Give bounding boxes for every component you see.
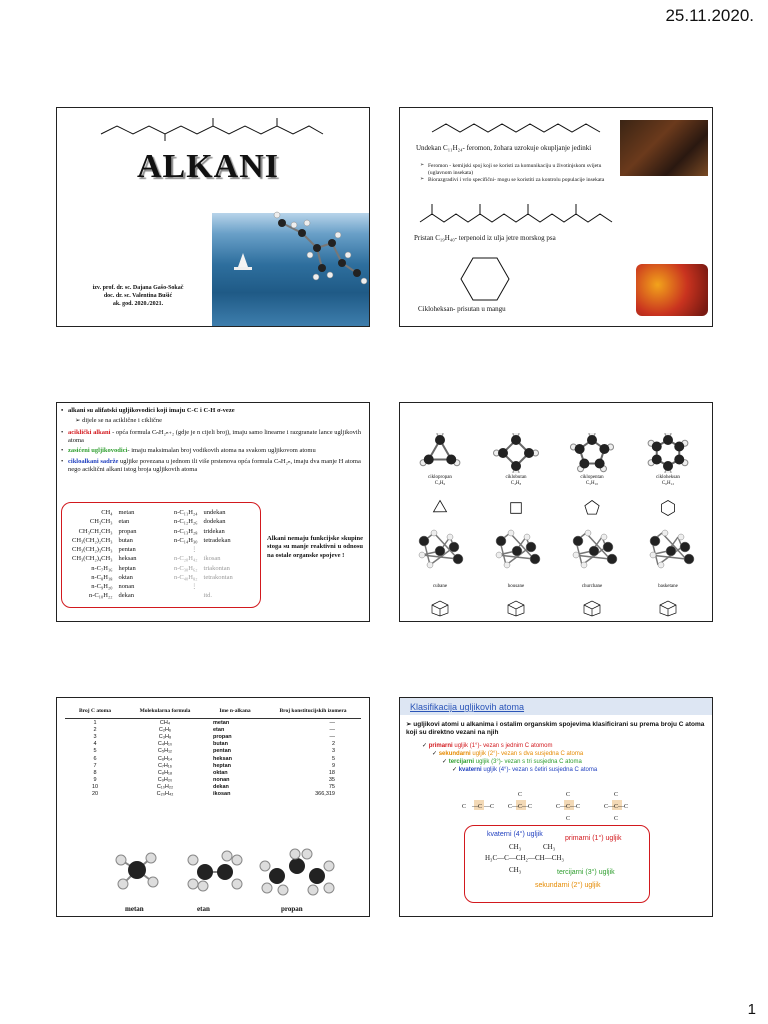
cycloalkane-name: ciklobutan [505, 475, 527, 480]
table-cell: butan [213, 741, 228, 748]
slide-title: ALKANI [137, 148, 280, 185]
table-cell: C₁₀H₂₂ [156, 784, 174, 791]
alkane-name: etan [118, 518, 130, 526]
table-cell: nonan [213, 777, 230, 784]
tercijarni-label: tercijarni (3°) ugljik [557, 869, 615, 876]
alkane-formula: n-C₄₀H₈₂ [174, 573, 198, 581]
table-cell: 75 [328, 784, 335, 791]
table-cell: metan [213, 719, 230, 726]
svg-text:C: C [566, 816, 571, 822]
slide-alkani-definition [56, 402, 370, 622]
table-cell: 2 [93, 726, 97, 733]
alkane-name-row [172, 555, 235, 562]
table-cell: C₇H₁₆ [158, 762, 172, 769]
alkane-formula: n-C₁₃H₂₈ [174, 527, 198, 535]
alkane-formula: n-C₂₀H₄₂ [174, 555, 198, 563]
table-cell: C₈H₁₈ [157, 769, 173, 776]
tercijarni-term: tercijarni [448, 759, 475, 765]
table-cell: 18 [328, 769, 335, 776]
acyclic-term: aciklički alkani [68, 428, 111, 436]
table-row [65, 719, 361, 727]
cyclohexane-structure [460, 256, 510, 302]
cycloalkane-model [486, 433, 546, 473]
table-cell: 10 [91, 784, 99, 791]
kvaterni-term: kvaterni [458, 767, 482, 773]
table-row [65, 784, 361, 791]
alkane-formula: CH₃(CH₂)₂CH₃ [72, 536, 113, 544]
alkane-name: propan [118, 527, 137, 535]
table-row [65, 777, 361, 784]
alkane-name-row [172, 509, 235, 516]
table-cell: 35 [328, 777, 335, 784]
churchane-skeletal [581, 599, 603, 617]
cycloalkane-formula: C₆H₁₂ [661, 481, 675, 486]
table-cell: 3 [93, 733, 97, 740]
churchane-model [562, 525, 622, 581]
pheromone-bullet: ➢ Biorazgradivi i vrlo specifični- mogu se koristiti za kontrolu populacije insekata [420, 177, 616, 184]
definition-sub-bullet: ➢ dijele se na aciklične i ciklične [75, 417, 163, 425]
sekundarni-label: sekundarni (2°) ugljik [535, 882, 601, 889]
alkane-formula: CH₃(CH₂)₄CH₃ [72, 555, 113, 563]
column-header: Ime n-alkana [205, 706, 265, 719]
cycloalkane-model [410, 433, 470, 473]
molecule-caption: metan [125, 905, 144, 913]
table-cell: 1 [93, 719, 97, 726]
polycyclic-name: housane [507, 584, 525, 589]
table-cell: 9 [93, 777, 97, 784]
table-cell: heptan [213, 762, 232, 769]
primarni-text: ugljik (1°)- vezan s jednim C atomom [452, 743, 553, 749]
polycyclic-name: basketane [658, 584, 678, 589]
table-row [65, 762, 361, 769]
cubane-model [410, 525, 470, 581]
table-cell: 20 [91, 791, 99, 798]
alkane-formula: n-C₁₄H₃₀ [174, 536, 198, 544]
alkane-names-right [170, 507, 237, 602]
table-row [65, 726, 361, 733]
definition-list [61, 407, 365, 476]
basketane-model [638, 525, 698, 581]
alkane-name-row [172, 565, 235, 572]
table-cell: 366,319 [315, 791, 335, 798]
alkane-name-row [70, 565, 139, 572]
cycloalkane-formula: C₄H₈ [510, 481, 522, 486]
alkane-name: dodekan [203, 518, 226, 526]
molecule-caption: etan [197, 905, 210, 913]
table-cell: heksan [213, 755, 232, 762]
alkane-name: itd. [203, 592, 213, 600]
cycloalkane-label [568, 475, 616, 487]
slide-alkane-table [56, 697, 370, 917]
cubane-skeletal [429, 599, 451, 617]
table-cell: 6 [93, 755, 97, 762]
alkane-name-row [172, 528, 235, 535]
page-number: 1 [747, 1001, 756, 1018]
table-cell: 5 [331, 755, 335, 762]
alkane-name: triakontan [203, 564, 230, 572]
tercijarni-text: ugljik (3°)- vezan s tri susjedna C atoma [474, 759, 582, 765]
classification-item: ✓ tercijarni ugljik (3°)- vezan s tri susjedna C atoma [442, 759, 582, 765]
undekan-text: Undekan C₁₁H₂₄- feromon, žohara uzrokuje okupljanje jedinki [416, 144, 592, 152]
classification-item: ✓ primarni ugljik (1°)- vezan s jednim C atomom [422, 743, 553, 749]
svg-text:C: C [462, 804, 467, 810]
alkane-formula: ⋮ [191, 546, 198, 554]
svg-text:C: C [614, 792, 619, 798]
svg-text:C—C—C: C—C—C [556, 804, 581, 810]
cycloalkane-formula: C₃H₆ [434, 481, 446, 486]
alkane-name-row [70, 583, 139, 590]
table-cell: 5 [93, 748, 97, 755]
alkane-name [202, 583, 235, 590]
pheromone-list [420, 163, 616, 184]
methane-model [116, 853, 158, 889]
alkane-formula: ⋮ [191, 583, 198, 591]
table-row [65, 755, 361, 762]
table-cell: C₆H₁₄ [157, 755, 173, 762]
table-cell: C₂H₆ [158, 726, 172, 733]
cycloalkane-label [416, 475, 464, 487]
kvaterni-text: ugljik (4°)- vezan s četiri susjedna C atoma [481, 767, 598, 773]
table-cell: — [329, 726, 335, 733]
svg-text:—C: —C [484, 804, 495, 810]
alkane-formula: CH₄ [101, 509, 113, 516]
ethane-model [188, 851, 242, 891]
pristan-chain [418, 200, 614, 228]
alkane-formula [172, 592, 200, 599]
kvaterni-label: kvaterni (4°) ugljik [487, 831, 543, 838]
table-cell: — [329, 733, 335, 740]
alkane-names-box [61, 502, 261, 608]
table-row [65, 741, 361, 748]
alkane-name-row [70, 518, 139, 525]
table-row [65, 748, 361, 755]
alkane-formula: n-C₁₂H₂₆ [174, 518, 198, 526]
column-header: Molekularna formula [125, 706, 205, 719]
alkane-name: metan [118, 509, 135, 516]
slide-cycloalkanes [399, 402, 713, 622]
primarni-term: primarni [428, 743, 453, 749]
table-cell: C₅H₁₂ [157, 748, 173, 755]
author-line: doc. dr. sc. Valentina Bušić [103, 292, 173, 299]
alkane-name: heptan [118, 564, 136, 572]
alkane-name-row [70, 528, 139, 535]
saturated-text: - imaju maksimalan broj vodikovih atoma na svakom ugljikovom atomu [127, 447, 316, 455]
alkane-name-row [172, 574, 235, 581]
table-cell: oktan [213, 769, 228, 776]
sekundarni-term: sekundarni [438, 751, 471, 757]
cycloalkane-formula: C₅H₁₀ [585, 481, 599, 486]
alkane-names-left [68, 507, 141, 602]
author-line: izv. prof. dr. sc. Dajana Gašo-Sokač [92, 285, 184, 291]
alkane-name-row [172, 583, 235, 590]
alkane-name-row [172, 546, 235, 553]
chain-main: H₃C—C—CH₂—CH—CH₃ [485, 854, 564, 862]
alkane-name-row [70, 537, 139, 544]
table-row [65, 791, 361, 798]
alkane-name: tridekan [203, 527, 225, 535]
alkane-formula: n-C₁₀H₂₂ [88, 592, 113, 600]
author-info [63, 285, 213, 308]
reactivity-note: Alkani nemaju funkcijske skupine stoga su manje reaktivni u odnosu na ostale organske spojeve ! [267, 535, 363, 559]
alkane-isomer-table [65, 706, 361, 798]
alkane-formula: n-C₇H₁₆ [91, 564, 113, 572]
table-row [65, 769, 361, 776]
cycloalkane-text: ugljike povezana u jednom ili više prstenova opća formula CₙH₂ₙ, imaju dva manje H atoma nego aciklični alkani istog broja ugljikovih atoma [68, 457, 361, 473]
alkane-name: nonan [118, 583, 135, 591]
cycloalkane-term: cikloalkani sadrže [68, 457, 119, 465]
alkane-name: undekan [203, 509, 226, 516]
acyclic-text: - opća formula CₙH₂ₙ₊₂ (gdje je n cijeli broj), imaju samo linearne i razgranate lance ugljikovih atoma [68, 428, 361, 444]
alkane-name: ikosan [203, 555, 221, 563]
table-row [65, 733, 361, 740]
classification-example-box [464, 825, 650, 903]
alkane-name: tetrakontan [203, 573, 233, 581]
alkane-name-row [70, 509, 139, 516]
alkane-name: heksan [118, 555, 137, 563]
ring-skeletal-5 [582, 499, 602, 517]
slide-alkani-title [56, 107, 370, 327]
alkane-name: tetradekan [203, 536, 231, 544]
polycyclic-name: churchane [581, 584, 603, 589]
alkane-name [202, 546, 235, 553]
table-cell: C₃H₈ [158, 733, 172, 740]
table-cell: C₂₀H₄₂ [156, 791, 174, 798]
table-cell: 4 [93, 741, 97, 748]
alkane-formula: n-C₈H₁₈ [91, 573, 113, 581]
table-cell: dekan [213, 784, 229, 791]
table-cell: pentan [213, 748, 232, 755]
sub-bullet-text: dijele se na aciklične i ciklične [82, 417, 163, 425]
cycloalkane-model [562, 433, 622, 473]
undekan-chain [430, 120, 610, 136]
slide-title: Klasifikacija ugljikovih atoma [400, 698, 712, 715]
cockroach-photo [620, 120, 708, 176]
chain-top-methyl: CH₃ [509, 843, 522, 851]
saturated-term: zasićeni ugljikovodici [68, 447, 128, 455]
alkane-name: pentan [118, 546, 136, 554]
housane-skeletal [505, 599, 527, 617]
ring-skeletal-4 [506, 499, 526, 517]
svg-text:C—C—C: C—C—C [604, 804, 629, 810]
column-header: Broj C atoma [65, 706, 125, 719]
slide-carbon-classification [399, 697, 713, 917]
table-header-row [65, 706, 361, 719]
cycloalkane-name: cikloheksan [656, 475, 680, 480]
classification-item: ✓ kvaterni ugljik (4°)- vezan s četiri susjedna C atoma [452, 767, 598, 773]
sekundarni-text: ugljik (2°)- vezan s dva susjedna C atoma [470, 751, 584, 757]
table-cell: — [329, 719, 335, 726]
cycloalkane-name: ciklopropan [428, 475, 452, 480]
cycloalkane-bullet [61, 458, 365, 475]
alkane-name-row [70, 574, 139, 581]
alkane-name-row [70, 555, 139, 562]
alkane-formula: n-C₁₁H₂₄ [174, 509, 198, 516]
mango-photo [636, 264, 708, 316]
ring-skeletal-3 [430, 499, 450, 517]
polycyclic-name: cubane [432, 584, 448, 589]
classification-intro: ➢ ugljikovi atomi u alkanima i ostalim organskim spojevima klasificirani su prema broju C atoma koji su direktno vezani na njih [406, 721, 705, 737]
primarni-label: primarni (1°) ugljik [565, 835, 622, 842]
cycloalkane-label [492, 475, 540, 487]
basketane-skeletal [657, 599, 679, 617]
alkane-name-row [172, 592, 235, 599]
table-cell: 8 [93, 769, 97, 776]
column-header: Broj konstitucijskih izomera [265, 706, 361, 719]
alkane-name: oktan [118, 573, 133, 581]
alkane-name-row [172, 537, 235, 544]
cikloheksan-text: Cikloheksan- prisutan u mangu [418, 305, 506, 313]
alkane-name-row [172, 518, 235, 525]
table-cell: ikosan [213, 791, 231, 798]
intro-text: ugljikovi atomi u alkanima i ostalim organskim spojevima klasificirani su prema broju C atoma koji su direktno vezani na njih [406, 721, 705, 737]
cycloalkane-name: ciklopentan [580, 475, 604, 480]
table-cell: 3 [331, 748, 335, 755]
definition-bullet: • alkani su alifatski ugljikovodici koji imaju C-C i C-H σ-veze [61, 407, 365, 415]
acyclic-bullet [61, 429, 365, 446]
svg-text:C—C—C: C—C—C [508, 804, 533, 810]
table-cell: 9 [331, 762, 335, 769]
classification-item: ✓ sekundarni ugljik (2°)- vezan s dva susjedna C atoma [432, 751, 584, 757]
carbon-type-diagrams [460, 790, 660, 822]
academic-year: ak. god. 2020./2021. [112, 300, 164, 307]
alkane-name-row [70, 592, 139, 599]
table-cell: propan [213, 733, 232, 740]
alkane-formula: n-C₉H₂₀ [91, 583, 113, 591]
svg-text:—C: —C [472, 804, 483, 810]
svg-text:C: C [614, 816, 619, 822]
molecule-models [107, 848, 347, 902]
alkane-formula: n-C₃₀H₆₂ [174, 564, 198, 572]
propane-model [260, 849, 334, 895]
alkane-name: dekan [118, 592, 135, 600]
pristan-text: Pristan C₁₉H₄₀- terpenoid iz ulja jetre morskog psa [414, 234, 556, 242]
cycloalkane-label [644, 475, 692, 487]
svg-text:C: C [518, 792, 523, 798]
housane-model [486, 525, 546, 581]
skeletal-chain [97, 112, 327, 142]
table-cell: 7 [93, 762, 97, 769]
alkane-name: butan [118, 536, 133, 544]
molecule-model [272, 203, 368, 295]
chain-bottom-methyl: CH₃ [509, 866, 522, 874]
chain-top-methyl: CH₃ [543, 843, 556, 851]
alkane-formula: CH₃CH₂CH₃ [78, 527, 113, 535]
alkane-formula: CH₃CH₃ [89, 518, 113, 526]
alkane-formula: CH₃(CH₂)₃CH₃ [72, 546, 113, 554]
table-cell: C₉H₂₀ [157, 777, 173, 784]
svg-text:C: C [566, 792, 571, 798]
table-cell: C₄H₁₀ [157, 741, 173, 748]
alkane-name-row [70, 546, 139, 553]
cycloalkane-model [638, 433, 698, 473]
slide-examples [399, 107, 713, 327]
ring-skeletal-6 [658, 499, 678, 517]
table-cell: 2 [331, 741, 335, 748]
table-cell: etan [213, 726, 225, 733]
pheromone-bullet: ➢ Feromon - kemijski spoj koji se koristi za komunikaciju u životinjskom svijetu (uglavnom insekata) [420, 163, 616, 177]
table-cell: CH₄ [159, 719, 171, 726]
page-date: 25.11.2020. [665, 6, 754, 25]
molecule-caption: propan [281, 905, 303, 913]
saturated-bullet [61, 447, 365, 455]
